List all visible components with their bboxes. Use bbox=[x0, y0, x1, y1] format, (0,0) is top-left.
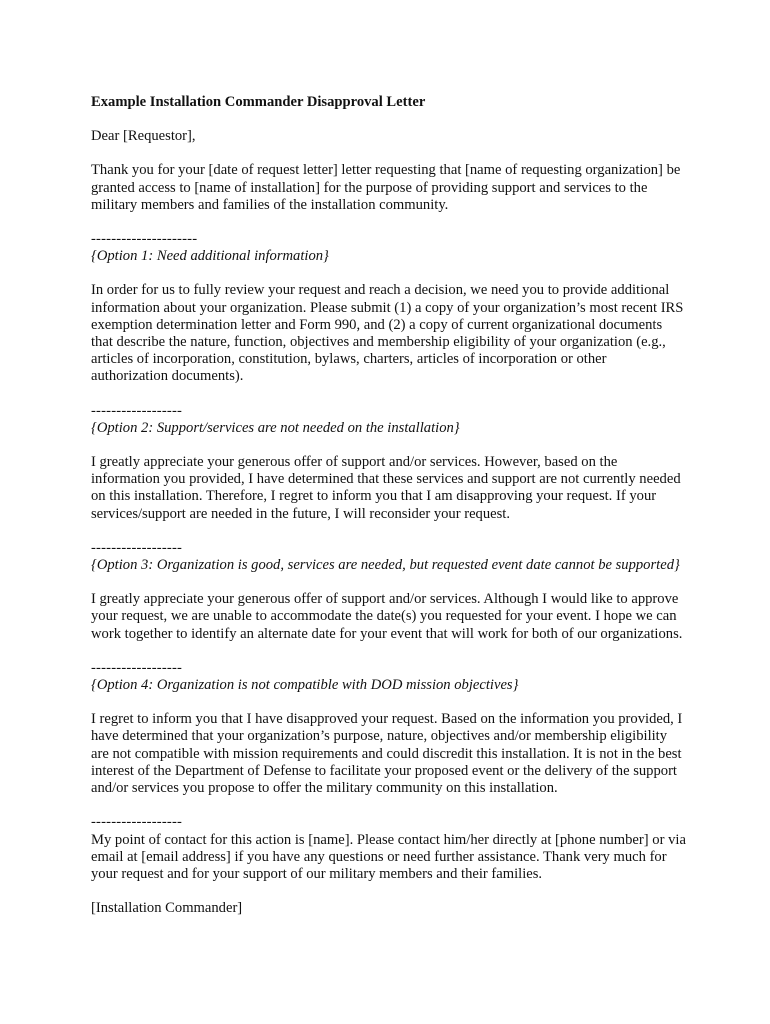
option-1-heading: {Option 1: Need additional information} bbox=[91, 248, 329, 265]
salutation: Dear [Requestor], bbox=[91, 128, 196, 145]
option-3-heading: {Option 3: Organization is good, services are needed, but requested event date cannot be supported} bbox=[91, 557, 680, 574]
option-2-paragraph: I greatly appreciate your generous offer of support and/or services. However, based on the information you provided, I have determined that these services and support are not currently needed on this installation. Therefore, I regret to inform you that I am disapproving your request. If your services/support are needed in the future, I will reconsider your request. bbox=[91, 454, 681, 522]
option-2-heading: {Option 2: Support/services are not needed on the installation} bbox=[91, 419, 460, 436]
closing-paragraph: My point of contact for this action is [name]. Please contact him/her directly at [phone number] or via email at [email address] if you have any questions or need further assistance. Thank very much for your request and for your support of our military members and their families. bbox=[91, 831, 686, 882]
option-1-divider: --------------------- bbox=[91, 231, 198, 248]
intro-paragraph: Thank you for your [date of request letter] letter requesting that [name of requesting organization] be granted access to [name of installation] for the purpose of providing support and services to the military members and families of the installation community. bbox=[91, 162, 681, 213]
option-4-heading: {Option 4: Organization is not compatible with DOD mission objectives} bbox=[91, 677, 519, 694]
signature: [Installation Commander] bbox=[91, 900, 243, 917]
option-4-paragraph: I regret to inform you that I have disapproved your request. Based on the information you provided, I have determined that your organization’s purpose, nature, objectives and/or membership eligibility are not compatible with mission requirements and could discredit this installation. It is not in the best interest of the Department of Defense to facilitate your proposed event or the delivery of the support and/or services you propose to offer the military community on this installation. bbox=[91, 711, 683, 797]
closing-divider: ------------------ bbox=[91, 814, 183, 831]
letter-body bbox=[91, 94, 687, 917]
option-3-paragraph: I greatly appreciate your generous offer of support and/or services. Although I would like to approve your request, we are unable to accommodate the date(s) you requested for your event. I hope we can work together to identify an alternate date for your event that will work for both of our organizations. bbox=[91, 591, 683, 642]
option-2-divider: ------------------ bbox=[91, 402, 183, 419]
option-1-paragraph: In order for us to fully review your request and reach a decision, we need you to provide additional information about your organization. Please submit (1) a copy of your organization’s most recent IRS exemption determination letter and Form 990, and (2) a copy of current organizational documents that describe the nature, function, objectives and membership eligibility of your organization (e.g., articles of incorporation, constitution, bylaws, charters, articles of incorporation or other authorization documents). bbox=[91, 282, 684, 385]
option-3-divider: ------------------ bbox=[91, 539, 183, 556]
letter-title: Example Installation Commander Disapproval Letter bbox=[91, 94, 426, 110]
option-4-divider: ------------------ bbox=[91, 659, 183, 676]
